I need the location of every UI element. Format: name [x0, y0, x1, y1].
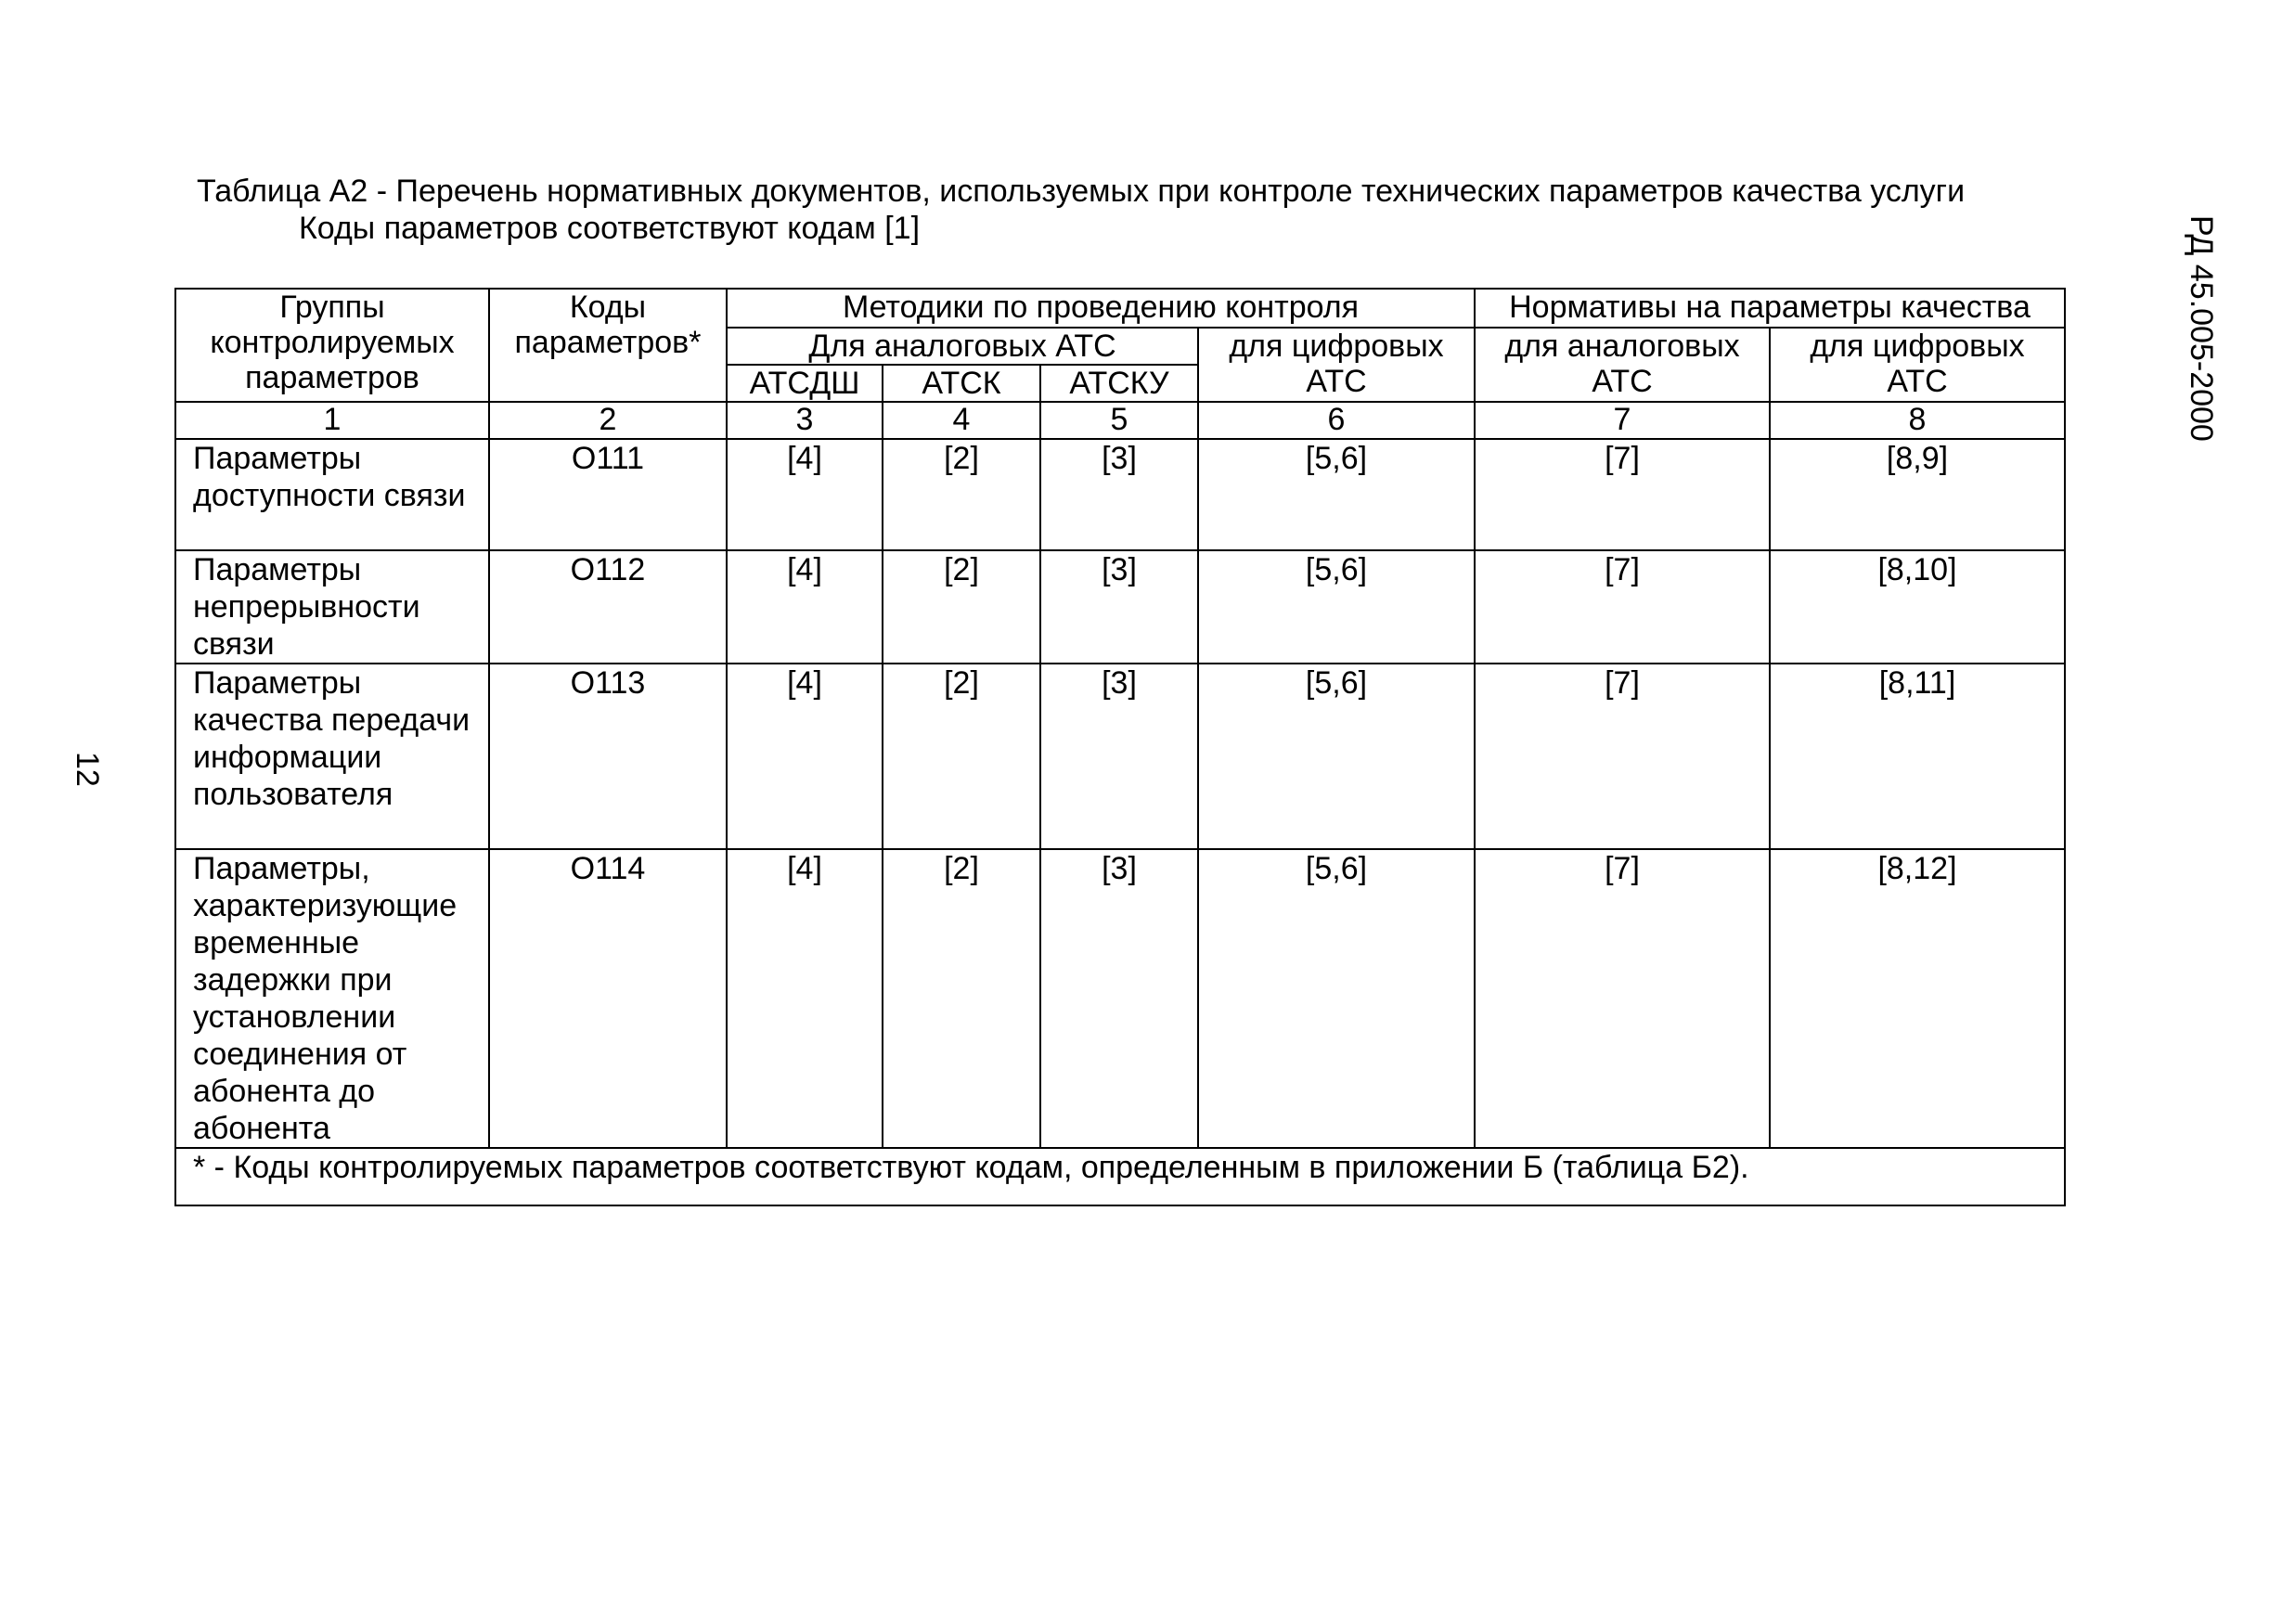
document-code: РД 45.005-2000: [2184, 215, 2219, 442]
code-cell: O114: [489, 849, 727, 1148]
digital-norms-cell: [8,10]: [1770, 550, 2065, 664]
atsk-cell: [2]: [883, 849, 1040, 1148]
footnote-text: * - Коды контролируемых параметров соответствуют кодам, определенным в приложении Б (таблица Б2).: [175, 1148, 2065, 1205]
atsdsh-cell: [4]: [727, 550, 883, 664]
analog-norms-cell: [7]: [1475, 550, 1770, 664]
atsdsh-cell: [4]: [727, 664, 883, 849]
header-atsku: АТСКУ: [1040, 365, 1198, 402]
group-cell: Параметры качества передачи информации пользователя: [175, 664, 489, 849]
atsku-cell: [3]: [1040, 550, 1198, 664]
header-methods-digital: для цифровых АТС: [1198, 328, 1475, 402]
caption-title: Таблица А2 - Перечень нормативных документов, используемых при контроле технических параметров качества услуги: [197, 174, 1966, 209]
column-number: 4: [883, 402, 1040, 439]
analog-norms-cell: [7]: [1475, 664, 1770, 849]
group-cell: Параметры непрерывности связи: [175, 550, 489, 664]
column-number: 3: [727, 402, 883, 439]
header-norms: Нормативы на параметры качества: [1475, 289, 2065, 328]
digital-norms-cell: [8,11]: [1770, 664, 2065, 849]
header-methods: Методики по проведению контроля: [727, 289, 1475, 328]
table-row: [175, 439, 2065, 550]
column-number-row: [175, 402, 2065, 439]
column-number: 8: [1770, 402, 2065, 439]
atsku-cell: [3]: [1040, 439, 1198, 550]
column-number: 7: [1475, 402, 1770, 439]
header-norms-analog: для аналоговых АТС: [1475, 328, 1770, 402]
header-codes: Коды параметров*: [489, 289, 727, 402]
header-norms-digital: для цифровых АТС: [1770, 328, 2065, 402]
code-cell: O111: [489, 439, 727, 550]
footnote-row: [175, 1148, 2065, 1205]
code-cell: O113: [489, 664, 727, 849]
analog-norms-cell: [7]: [1475, 849, 1770, 1148]
header-atsk: АТСК: [883, 365, 1040, 402]
caption-subtitle: Коды параметров соответствуют кодам [1]: [299, 211, 921, 246]
normative-documents-table: [174, 288, 2066, 1206]
atsdsh-cell: [4]: [727, 849, 883, 1148]
table-row: [175, 550, 2065, 664]
column-number: 6: [1198, 402, 1475, 439]
column-number: 1: [175, 402, 489, 439]
column-number: 5: [1040, 402, 1198, 439]
digital-methods-cell: [5,6]: [1198, 439, 1475, 550]
page-number: 12: [70, 752, 105, 787]
digital-methods-cell: [5,6]: [1198, 664, 1475, 849]
digital-norms-cell: [8,12]: [1770, 849, 2065, 1148]
group-cell: Параметры доступности связи: [175, 439, 489, 550]
digital-methods-cell: [5,6]: [1198, 550, 1475, 664]
atsku-cell: [3]: [1040, 849, 1198, 1148]
header-groups: Группы контролируемых параметров: [175, 289, 489, 402]
atsk-cell: [2]: [883, 550, 1040, 664]
table-row: [175, 664, 2065, 849]
digital-norms-cell: [8,9]: [1770, 439, 2065, 550]
digital-methods-cell: [5,6]: [1198, 849, 1475, 1148]
group-cell: Параметры, характеризующие временные задержки при установлении соединения от абонента до абонента: [175, 849, 489, 1148]
table-row: [175, 849, 2065, 1148]
table-caption: [197, 173, 1965, 247]
column-number: 2: [489, 402, 727, 439]
header-atsdsh: АТСДШ: [727, 365, 883, 402]
header-row-1: [175, 289, 2065, 328]
atsdsh-cell: [4]: [727, 439, 883, 550]
atsku-cell: [3]: [1040, 664, 1198, 849]
atsk-cell: [2]: [883, 664, 1040, 849]
atsk-cell: [2]: [883, 439, 1040, 550]
header-methods-analog: Для аналоговых АТС: [727, 328, 1198, 365]
analog-norms-cell: [7]: [1475, 439, 1770, 550]
code-cell: O112: [489, 550, 727, 664]
